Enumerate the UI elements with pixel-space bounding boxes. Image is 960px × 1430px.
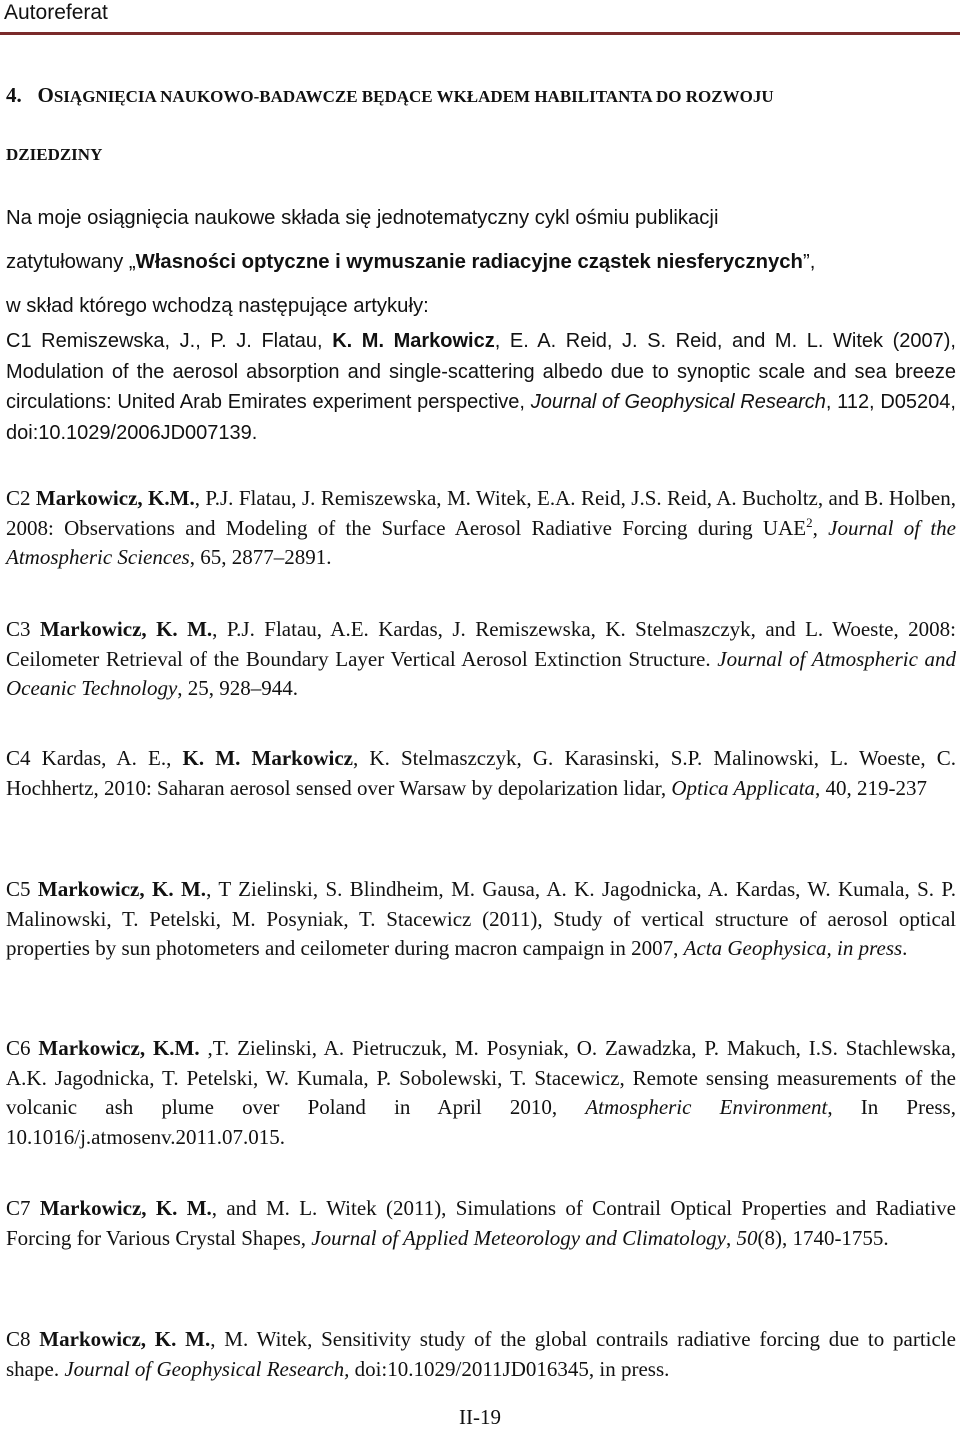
c6-id: C6 [6, 1036, 39, 1060]
c3-tail: , 25, 928–944. [177, 676, 299, 700]
publication-c5 [6, 875, 956, 964]
publication-c7 [6, 1194, 956, 1253]
c4-body: , K. Stelmaszczyk, G. Karasinski, S.P. Malinowski, L. Woeste, C. Hochhertz, 2010: Saharan aerosol sensed over Warsaw by depolarization lidar, [6, 746, 956, 800]
section-title-first: O [37, 83, 54, 107]
publication-c1 [6, 326, 956, 448]
c4-author-highlight: K. M. Markowicz [182, 746, 353, 770]
section-title-line2: DZIEDZINY [6, 145, 103, 164]
c8-author-highlight: Markowicz, K. M. [39, 1327, 211, 1351]
intro-paragraph [6, 196, 956, 328]
c7-journal: Journal of Applied Meteorology and Climatology [311, 1225, 726, 1250]
header-title: Autoreferat [4, 1, 108, 24]
header-rule [0, 32, 960, 35]
intro-line3: w skład którego wchodzą następujące artykuły: [6, 295, 429, 317]
document-header [0, 0, 960, 36]
c2-mid: , [812, 515, 829, 540]
c7-volume: 50 [736, 1225, 758, 1250]
c3-author-highlight: Markowicz, K. M. [39, 617, 213, 641]
c1-body: (2007), Modulation of the aerosol absorption and single-scattering albedo due to synoptic scale and sea breeze circulations: United Arab Emirates experiment perspective, [6, 330, 956, 413]
c2-body: , P.J. Flatau, J. Remiszewska, M. Witek, E.A. Reid, J.S. Reid, A. Bucholtz, and B. Holben, 2008: Observations and Modeling of the Surface Aerosol Radiative Forcing during UAE [6, 486, 956, 540]
c5-journal: Acta Geophysica, in press [683, 936, 903, 960]
c3-body: , P.J. Flatau, A.E. Kardas, J. Remiszewska, K. Stelmaszczyk, and L. Woeste, 2008: Ceilometer Retrieval of the Boundary Layer Vertical Aerosol Extinction Structure. [6, 617, 956, 671]
publication-c3 [6, 615, 956, 704]
c8-body: , M. Witek, Sensitivity study of the global contrails radiative forcing due to particle shape. [6, 1327, 956, 1381]
c7-id: C7 [6, 1196, 40, 1220]
c8-id: C8 [6, 1327, 40, 1351]
c7-tail: (8), 1740-1755. [757, 1225, 889, 1250]
c2-tail: , 65, 2877–2891. [189, 545, 332, 569]
c3-journal: Journal of Atmospheric and Oceanic Technology [6, 646, 957, 700]
c6-tail: , In Press, 10.1016/j.atmosenv.2011.07.015. [6, 1095, 956, 1149]
c3-id: C3 [6, 617, 40, 641]
intro-line1: Na moje osiągnięcia naukowe składa się jednotematyczny cykl ośmiu publikacji [6, 207, 719, 229]
c8-journal: Journal of Geophysical Research, [64, 1356, 350, 1381]
intro-line2-prefix: zatytułowany „ [6, 251, 136, 273]
publication-c2 [6, 484, 956, 573]
c2-journal: Journal of the Atmospheric Sciences [6, 515, 956, 569]
c4-journal: Optica Applicata [671, 775, 816, 800]
c2-author-highlight: Markowicz, K.M. [35, 486, 195, 510]
c4-id: C4 Kardas, A. E., [6, 746, 183, 770]
c5-body: , T Zielinski, S. Blindheim, M. Gausa, A. K. Jagodnicka, A. Kardas, W. Kumala, S. P. Malinowski, T. Petelski, M. Posyniak, T. Stacewicz (2011), Study of vertical structure of aerosol optical properties by sun photometers and ceilometer during macron campaign in 2007, [6, 877, 956, 960]
publication-c4 [6, 744, 956, 803]
section-number: 4. [6, 83, 22, 107]
c6-journal: Atmospheric Environment [585, 1095, 828, 1119]
intro-cycle-title: Własności optyczne i wymuszanie radiacyjne cząstek niesferycznych [135, 251, 803, 273]
intro-line2-suffix: ”, [802, 251, 816, 273]
c1-tail: , 112, D05204, doi:10.1029/2006JD007139. [6, 391, 956, 444]
c1-authors-a: C1 Remiszewska, J., P. J. Flatau, [6, 330, 333, 352]
publication-c8 [6, 1325, 956, 1384]
page-number: II-19 [459, 1405, 501, 1429]
c6-author-highlight: Markowicz, K.M. [38, 1036, 200, 1060]
c4-tail: , 40, 219-237 [815, 775, 928, 800]
c1-journal: Journal of Geophysical Research [530, 391, 826, 413]
c2-superscript: 2 [806, 514, 813, 530]
section-title-rest: SIĄGNIĘCIA NAUKOWO-BADAWCZE BĘDĄCE WKŁADEM HABILITANTA DO ROZWOJU [53, 87, 774, 106]
c1-authors-b: , E. A. Reid, J. S. Reid, and M. L. Witek [494, 330, 884, 352]
c7-author-highlight: Markowicz, K. M. [39, 1196, 212, 1220]
c1-author-highlight: K. M. Markowicz [332, 330, 495, 352]
section-heading [6, 66, 956, 184]
c7-mid: , [725, 1225, 737, 1250]
publication-c6 [6, 1034, 956, 1152]
intro-line2 [6, 240, 956, 284]
c6-body: ,T. Zielinski, A. Pietruczuk, M. Posyniak, O. Zawadzka, P. Makuch, I.S. Stachlewska, A.K. Jagodnicka, T. Petelski, W. Kumala, P. Sobolewski, T. Stacewicz, Remote sensing measurements of the volcanic ash plume over Poland in April 2010, [6, 1036, 957, 1119]
c2-id: C2 [6, 486, 36, 510]
c8-tail: doi:10.1029/2011JD016345, in press. [349, 1356, 670, 1381]
c5-id: C5 [6, 877, 38, 901]
c5-tail: . [902, 936, 908, 960]
c5-author-highlight: Markowicz, K. M. [37, 877, 207, 901]
c7-body: , and M. L. Witek (2011), Simulations of Contrail Optical Properties and Radiative Forcing for Various Crystal Shapes, [6, 1196, 956, 1250]
